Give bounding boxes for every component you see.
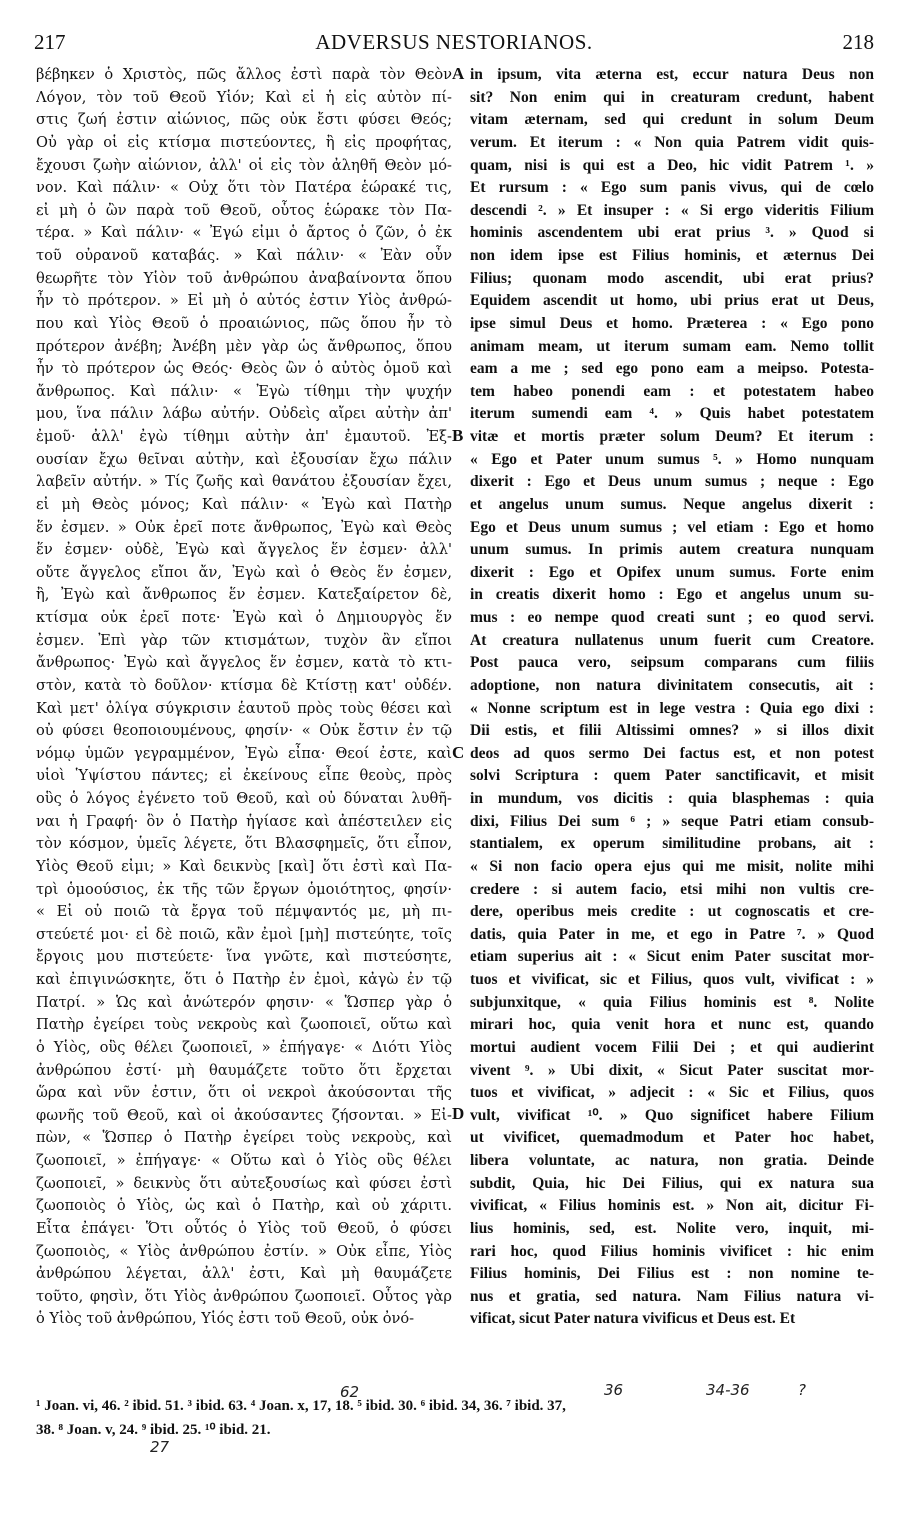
latin-text-line: Ego et Deus unum sumus ; vel etiam : Ego et homo bbox=[470, 518, 874, 536]
latin-text-line: in mundum, vos dicitis : quia blasphemas : quia bbox=[470, 790, 874, 807]
greek-text-line: ὁ Υἱὸς τοῦ ἀνθρώπου, Υἱός ἐστι τοῦ Θεοῦ, οὐκ ὀνό- bbox=[36, 1310, 415, 1328]
latin-text-line: Post pauca vero, seipsum comparans cum filiis bbox=[470, 654, 874, 672]
greek-text-line: πὼν, « Ὥσπερ ὁ Πατὴρ ἐγείρει τοὺς νεκροὺς, καὶ bbox=[36, 1129, 452, 1147]
latin-text-line: mus : eo nempe quod creati sunt ; eo quod servi. bbox=[470, 609, 874, 626]
greek-text-line: υἱοὶ Ὑψίστου πάντες; εἰ ἐκείνους εἶπε θεοὺς, πρὸς bbox=[36, 767, 452, 785]
latin-text-line: verum. Et iterum : « Non quia Patrem vidit quis- bbox=[470, 133, 874, 151]
latin-text-line: « Si non facio opera ejus qui me misit, nolite mihi bbox=[470, 857, 874, 875]
greek-text-line: ἐμοῦ· ἀλλ' ἐγὼ τίθημι αὐτὴν ἀπ' ἐμαυτοῦ. Ἐξ- bbox=[36, 428, 452, 445]
latin-text-line: mirari hoc, quia venit hora et nunc est, quando bbox=[470, 1016, 874, 1034]
greek-text-line: στεύετέ μοι· εἰ δὲ ποιῶ, κἂν ἐμοὶ [μὴ] πιστεύητε, τοῖς bbox=[36, 925, 452, 943]
greek-text-line: ζωοποιεῖ, » ἐπήγαγε· « Οὕτω καὶ ὁ Υἱὸς οὓς θέλει bbox=[36, 1152, 452, 1169]
greek-text-line: καὶ ἐπιγινώσκητε, ὅτι ὁ Πατὴρ ἐν ἐμοὶ, κἀγὼ ἐν τῷ bbox=[36, 971, 452, 988]
greek-text-line: οὐ φύσει θεοποιουμένους, φησίν· « Οὐκ ἔστιν ἐν τῷ bbox=[36, 722, 452, 740]
latin-text-line: non idem ipse est Filius hominis, et æternus Dei bbox=[470, 247, 874, 264]
latin-text-line: libera voluntate, ac natura, non gratia. Deinde bbox=[470, 1152, 874, 1169]
latin-text-line: subjunxitque, « quia Filius hominis est ⁸. Nolite bbox=[470, 993, 874, 1011]
latin-text-line: stantialem, ex operum similitudine probans, ait : bbox=[470, 835, 874, 853]
greek-text-line: ἦν τὸ πρότερον. » Εἰ μὴ ὁ αὐτός ἐστιν Υἱὸς ἀνθρώ- bbox=[36, 292, 452, 310]
latin-text-line: tem habeo ponendi eam : et potestatem habeo bbox=[470, 382, 874, 400]
latin-text-line: datis, quia Pater in me, et ego in Patre ⁷. » Quod bbox=[470, 925, 874, 943]
latin-text-line: in creatis dixerit homo : Ego et angelus unum su- bbox=[470, 586, 874, 604]
latin-text-line: Filius; quonam modo ascendit, ubi erat prius? bbox=[470, 269, 874, 287]
handwritten-note: 62 bbox=[340, 1383, 360, 1401]
latin-text-line: vitam æternam, sed qui credunt in solum Deum bbox=[470, 111, 874, 129]
greek-text-line: τρὶ ὁμοούσιος, ἐκ τῆς τῶν ἔργων ὁμοιότητος, φησίν· bbox=[36, 880, 452, 898]
latin-text-line: ut vivificet, quemadmodum et Pater hoc habet, bbox=[470, 1129, 874, 1147]
greek-text-line: τοῦ οὐρανοῦ καταβάς. » Καὶ πάλιν· « Ἐὰν οὖν bbox=[36, 247, 452, 264]
latin-text-line: subdit, Quia, hic Dei Filius, qui ex natura sua bbox=[470, 1174, 874, 1192]
greek-text-line: ἔχουσι ζωὴν αἰώνιον, ἀλλ' οἱ εἰς τὸν ἀληθῆ Θεὸν μό- bbox=[36, 156, 452, 174]
footnote-line: ¹ Joan. vi, 46. ² ibid. 51. ³ ibid. 63. ⁴ Joan. x, 17, 18. ⁵ ibid. 30. ⁶ ibid. 34, 36. ⁷ ibid. 37, bbox=[36, 1398, 566, 1414]
latin-text-line: dixerit : Ego et Deus unum sumus ; neque : Ego bbox=[470, 473, 874, 491]
greek-text-line: ουσίαν ἔχω θεῖναι αὐτὴν, καὶ ἐξουσίαν ἔχω πάλιν bbox=[36, 450, 452, 468]
greek-text-line: τὸν κόσμον, ὑμεῖς λέγετε, ὅτι Βλασφημεῖς, ὅτι εἶπον, bbox=[36, 835, 452, 853]
latin-text-line: vitæ et mortis præter solum Deum? Et iterum : bbox=[470, 428, 874, 445]
greek-text-line: Λόγον, τὸν τοῦ Θεοῦ Υἱόν; Καὶ εἰ ἡ εἰς αὐτὸν πί- bbox=[36, 88, 452, 106]
margin-marker-b: B bbox=[452, 426, 464, 445]
latin-text-line: etiam superius ait : « Sicut enim Pater suscitat mor- bbox=[470, 948, 874, 966]
page-number-right: 218 bbox=[842, 30, 874, 54]
greek-text-line: τοῦτο, φησὶν, ὅτι Υἱὸς ἀνθρώπου ζωοποιεῖ. Οὗτος γὰρ bbox=[36, 1287, 452, 1305]
latin-text-line: adoptione, non natura divinitatem consecutis, ait : bbox=[470, 676, 874, 694]
latin-text-line: nus et gratia, sed natura. Nam Filius natura vi- bbox=[470, 1287, 874, 1305]
greek-text-line: οὓς ὁ λόγος ἐγένετο τοῦ Θεοῦ, καὶ οὐ δύναται λυθῆ- bbox=[36, 790, 452, 807]
greek-text-line: Πατὴρ ἐγείρει τοὺς νεκροὺς καὶ ζωοποιεῖ, οὕτω καὶ bbox=[36, 1016, 452, 1034]
latin-text-line: Dii estis, et filii Altissimi omnes? » si illos dixit bbox=[470, 722, 874, 740]
greek-text-line: νόμῳ ὑμῶν γεγραμμένον, Ἐγὼ εἶπα· Θεοί ἐστε, καὶ bbox=[36, 744, 452, 762]
latin-text-line: quam, nisi is qui est a Deo, hic vidit Patrem ¹. » bbox=[470, 156, 874, 174]
latin-text-line: credere : si autem facio, etsi mihi non vultis cre- bbox=[470, 880, 874, 898]
latin-text-line: hominis ascendentem ubi erat prius ³. » Quod si bbox=[470, 224, 874, 242]
latin-text-line: ipse simul Deus et homo. Præterea : « Ego pono bbox=[470, 314, 874, 332]
margin-marker-c: C bbox=[452, 743, 465, 762]
latin-text-line: dixerit : Ego et Opifex unum sumus. Forte enim bbox=[470, 563, 874, 581]
latin-text-column bbox=[470, 64, 874, 1331]
greek-text-column bbox=[36, 64, 452, 1331]
handwritten-note: ? bbox=[798, 1381, 806, 1399]
margin-marker-a: A bbox=[452, 64, 465, 83]
latin-text-line: Equidem ascendit ut homo, ubi prius erat ut Deus, bbox=[470, 292, 874, 310]
greek-text-line: ὁ Υἱὸς, οὓς θέλει ζωοποιεῖ, » ἐπήγαγε· « Διότι Υἱὸς bbox=[36, 1038, 452, 1056]
latin-text-line: tuos et vivificat, sic et Filius, quos vult, vivificat : » bbox=[470, 971, 874, 988]
handwritten-note: 34-36 bbox=[706, 1381, 750, 1399]
latin-text-line: vificat, sicut Pater natura vivificus et Deus est. Et bbox=[470, 1310, 796, 1328]
greek-text-line: οὔτε ἄγγελος εἴποι ἄν, Ἐγὼ καὶ ὁ Θεὸς ἕν ἐσμεν, bbox=[36, 563, 452, 581]
latin-text-line: Et rursum : « Ego sum panis vivus, qui de cœlo bbox=[470, 179, 874, 197]
greek-text-line: ναι ἡ Γραφή· ὃν ὁ Πατὴρ ἡγίασε καὶ ἀπέστειλεν εἰς bbox=[36, 812, 452, 830]
margin-marker-d: D bbox=[452, 1104, 465, 1123]
latin-text-line: eam a me ; sed ego pono eam a meipso. Potesta- bbox=[470, 360, 874, 378]
latin-text-line: solvi Scriptura : quem Pater sanctificavit, et misit bbox=[470, 767, 874, 785]
greek-text-line: ἀνθρώπου ἐστί· μὴ θαυμάζετε τοῦτο ὅτι ἔρχεται bbox=[36, 1061, 452, 1079]
greek-text-line: ἔργοις μου πιστεύετε· ἵνα γνῶτε, καὶ πιστεύσητε, bbox=[36, 948, 452, 966]
latin-text-line: sit? Non enim qui in creaturam credunt, habent bbox=[470, 88, 874, 106]
greek-text-line: φωνῆς τοῦ Θεοῦ, καὶ οἱ ἀκούσαντες ζήσονται. » Εἰ- bbox=[36, 1106, 452, 1124]
greek-text-line: στις ζωή ἐστιν αἰώνιος, πῶς οὐκ ἔστι φύσει Θεός; bbox=[36, 111, 452, 129]
greek-text-line: Εἶτα ἐπάγει· Ὅτι οὗτός ὁ Υἱὸς τοῦ Θεοῦ, ὁ φύσει bbox=[36, 1219, 452, 1237]
greek-text-line: λαβεῖν αὐτήν. » Τίς ζωῆς καὶ θανάτου ἐξουσίαν ἔχει, bbox=[36, 473, 452, 491]
greek-text-line: « Εἰ οὐ ποιῶ τὰ ἔργα τοῦ πέμψαντός με, μὴ πι- bbox=[36, 903, 452, 921]
greek-text-line: Οὐ γὰρ οἱ εἰς κτίσμα πιστεύοντες, ἢ εἰς προφήτας, bbox=[36, 133, 452, 151]
footnote-line: 38. ⁸ Joan. v, 24. ⁹ ibid. 25. ¹⁰ ibid. 21. bbox=[36, 1422, 271, 1438]
running-header bbox=[34, 30, 874, 60]
greek-text-line: ἕν ἐσμεν. » Οὐκ ἐρεῖ ποτε ἄνθρωπος, Ἐγὼ καὶ Θεὸς bbox=[36, 518, 452, 536]
greek-text-line: Καὶ μετ' ὀλίγα σύγκρισιν ἑαυτοῦ πρὸς τοὺς θέσει καὶ bbox=[36, 699, 452, 717]
latin-text-line: dixi, Filius Dei sum ⁶ ; » seque Patri etiam consub- bbox=[470, 812, 874, 830]
latin-text-line: « Ego et Pater unum sumus ⁵. » Homo nunquam bbox=[470, 450, 874, 468]
greek-text-line: ὥρα καὶ νῦν ἐστιν, ὅτι οἱ νεκροὶ ἀκούσονται τῆς bbox=[36, 1084, 452, 1102]
latin-text-line: iterum sumendi eam ⁴. » Quis habet potestatem bbox=[470, 405, 874, 423]
latin-text-line: unum sumus. In primis autem creatura nunquam bbox=[470, 541, 874, 559]
handwritten-note: 36 bbox=[604, 1381, 624, 1399]
latin-text-line: dere, operibus meis credite : ut cognoscatis et cre- bbox=[470, 903, 874, 921]
latin-text-line: « Nonne scriptum est in lege vestra : Quia ego dixi : bbox=[470, 699, 874, 717]
greek-text-line: ἐσμεν. Ἐπὶ γὰρ τῶν κτισμάτων, τυχὸν ἂν εἴποι bbox=[36, 631, 452, 649]
latin-text-line: descendi ². » Et insuper : « Si ergo videritis Filium bbox=[470, 201, 874, 219]
greek-text-line: ἀνθρώπου λέγεται, ἀλλ' ἐστι, Καὶ μὴ θαυμάζετε bbox=[36, 1265, 452, 1283]
greek-text-line: μου, ἵνα πάλιν λάβω αὐτήν. Οὐδεὶς αἴρει αὐτὴν ἀπ' bbox=[36, 405, 452, 423]
greek-text-line: βέβηκεν ὁ Χριστὸς, πῶς ἄλλος ἐστὶ παρὰ τὸν Θεὸν bbox=[36, 66, 452, 83]
greek-text-line: θεωρῆτε τὸν Υἱὸν τοῦ ἀνθρώπου ἀναβαίνοντα ὅπου bbox=[36, 269, 452, 287]
latin-text-line: vivent ⁹. » Ubi dixit, « Sicut Pater suscitat mor- bbox=[470, 1061, 874, 1079]
greek-text-line: ζωοποιὸς ὁ Υἱὸς, ὡς καὶ ὁ Πατὴρ, καὶ οὐ χάριτι. bbox=[36, 1197, 452, 1215]
latin-text-line: lius hominis, sed, est. Nolite vero, inquit, mi- bbox=[470, 1219, 874, 1237]
greek-text-line: ἄνθρωπος· Ἐγὼ καὶ ἄγγελος ἕν ἐσμεν, κατὰ τὸ κτι- bbox=[36, 654, 452, 672]
latin-text-line: Filius hominis, Dei Filius est : non nomine te- bbox=[470, 1265, 874, 1283]
greek-text-line: που καὶ Υἱὸς Θεοῦ ὁ προαιώνιος, πῶς ὅπου ἦν τὸ bbox=[36, 314, 452, 332]
greek-text-line: ἄνθρωπος. Καὶ πάλιν· « Ἐγὼ τίθημι τὴν ψυχήν bbox=[36, 382, 452, 400]
greek-text-line: πρότερον ἀνέβη; Ἀνέβη μὲν γὰρ ὡς ἄνθρωπος, ὅπου bbox=[36, 337, 452, 355]
running-title: ADVERSUS NESTORIANOS. bbox=[315, 30, 593, 54]
greek-text-line: ζωοποιεῖ, » δεικνὺς ὅτι αὐτεξουσίως καὶ φύσει ἐστὶ bbox=[36, 1174, 452, 1192]
greek-text-line: εἰ μὴ ὁ ὢν παρὰ τοῦ Θεοῦ, οὗτος ἑώρακε τὸν Πα- bbox=[36, 201, 452, 219]
greek-text-line: Υἱὸς Θεοῦ εἰμι; » Καὶ δεικνὺς [καὶ] ὅτι ἐστὶ καὶ Πα- bbox=[36, 857, 452, 875]
latin-text-line: At creatura nullatenus unum fuerit cum Creatore. bbox=[470, 631, 874, 649]
greek-text-line: ἦν τὸ πρότερον ὡς Θεός· Θεὸς ὢν ὁ αὐτὸς ὁμοῦ καὶ bbox=[36, 360, 452, 378]
latin-text-line: vivificat, « Filius hominis est. » Non ait, dicitur Fi- bbox=[470, 1197, 874, 1215]
greek-text-line: τέρα. » Καὶ πάλιν· « Ἐγώ εἰμι ὁ ἄρτος ὁ ζῶν, ὁ ἐκ bbox=[36, 224, 452, 242]
handwritten-note: 27 bbox=[150, 1438, 170, 1456]
latin-text-line: in ipsum, vita æterna est, eccur natura Deus non bbox=[470, 66, 874, 83]
greek-text-line: κτίσμα οὐκ ἐρεῖ ποτε· Ἐγὼ καὶ ὁ Δημιουργὸς ἕν bbox=[36, 609, 452, 626]
latin-text-line: tuos et vivificat, » adjecit : « Sic et Filius, quos bbox=[470, 1084, 874, 1102]
latin-text-line: mortui audient vocem Filii Dei ; et qui audierint bbox=[470, 1038, 874, 1056]
greek-text-line: στὸν, κατὰ τὸ δοῦλον· κτίσμα δὲ Κτίστῃ κατ' οὐδέν. bbox=[36, 676, 452, 694]
latin-text-line: animam meam, ut iterum sumam eam. Nemo tollit bbox=[470, 337, 874, 355]
greek-text-line: νον. Καὶ πάλιν· « Οὐχ ὅτι τὸν Πατέρα ἑώρακέ τις, bbox=[36, 179, 452, 197]
latin-text-line: deos ad quos sermo Dei factus est, et non potest bbox=[470, 744, 874, 762]
greek-text-line: ζωοποιὸς, « Υἱὸς ἀνθρώπου ἐστίν. » Οὐκ εἶπε, Υἱὸς bbox=[36, 1242, 452, 1260]
latin-text-line: et angelus unum sumus. Neque angelus dixerit : bbox=[470, 495, 874, 513]
latin-text-line: rari hoc, quod Filius hominis vivificet : hic enim bbox=[470, 1242, 874, 1260]
greek-text-line: ἕν ἐσμεν· οὐδὲ, Ἐγὼ καὶ ἄγγελος ἕν ἐσμεν· ἀλλ' bbox=[36, 541, 452, 559]
footnotes bbox=[36, 1398, 874, 1442]
greek-text-line: Πατρί. » Ὡς καὶ ἀνώτερόν φησιν· « Ὥσπερ γὰρ ὁ bbox=[36, 993, 452, 1011]
latin-text-line: vult, vivificat ¹⁰. » Quo significet habere Filium bbox=[470, 1106, 874, 1124]
page-number-left: 217 bbox=[34, 30, 66, 54]
greek-text-line: εἰ μὴ Θεὸς μόνος; Καὶ πάλιν· « Ἐγὼ καὶ Πατὴρ bbox=[36, 495, 452, 513]
greek-text-line: ἢ, Ἐγὼ καὶ ἄνθρωπος ἕν ἐσμεν. Κατεξαίρετον δὲ, bbox=[36, 586, 452, 604]
